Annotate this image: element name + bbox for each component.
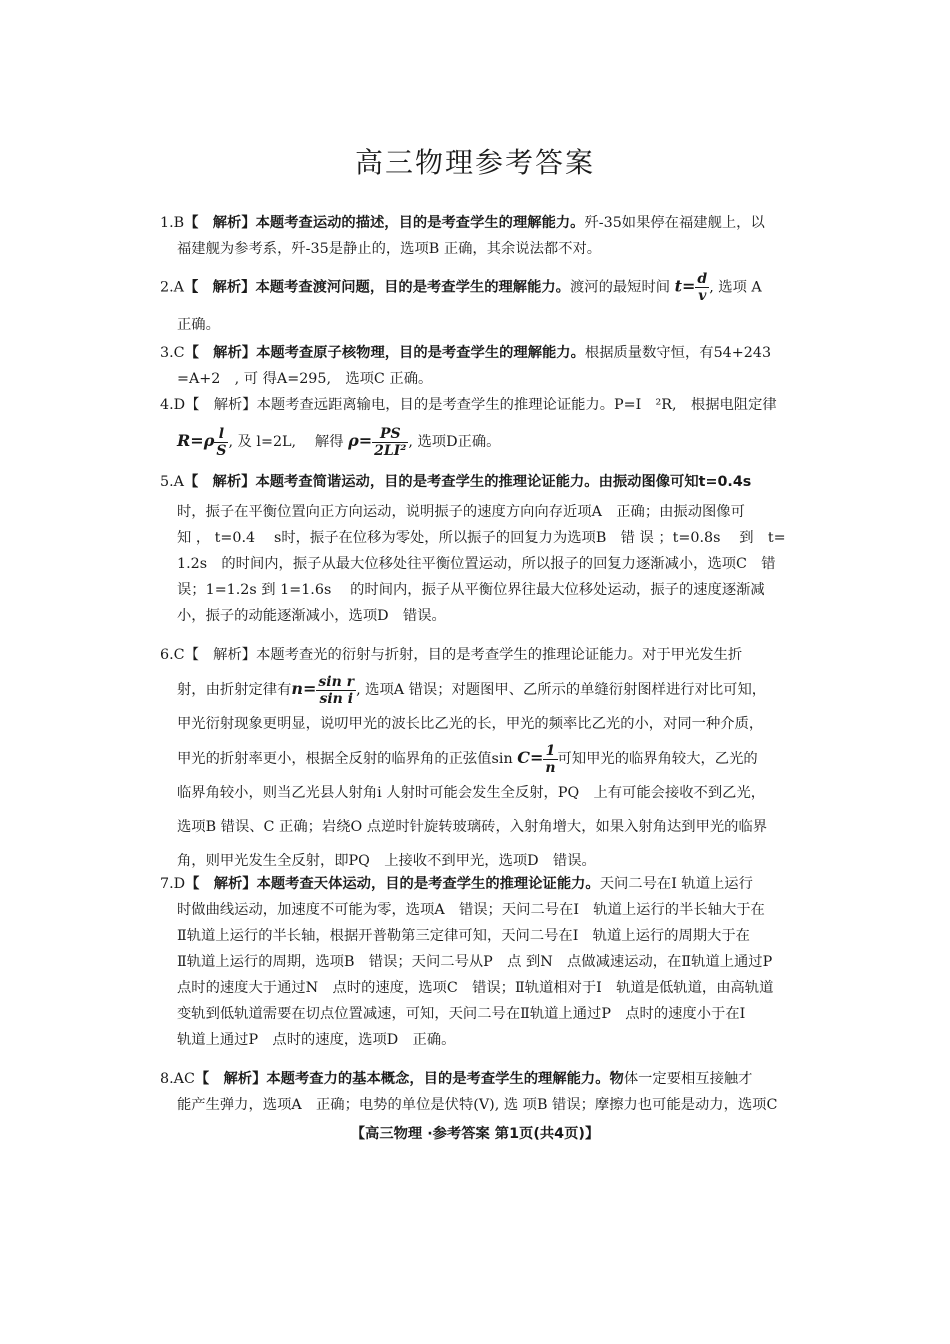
answer-4-line-2 [160,424,824,459]
answer-5-number: 5.A [160,474,184,490]
answer-7-text-7: 轨道上通过P 点时的速度，选项D 正确。 [177,1032,456,1048]
answer-4-text-2: , 及 l=2L, 解得 [228,434,344,450]
answer-6-number: 6.C [160,647,185,663]
answer-7-text-5: 点时的速度大于通过N 点时的速度，选项C 错误；Ⅱ轨道相对于I 轨道是低轨道，由高轨道 [177,980,774,996]
answer-2-text-2: , 选项 A [709,279,762,296]
answer-7-text-6: 变轨到低轨道需要在切点位置减速，可知，天问二号在Ⅱ轨道上通过P 点时的速度小于在I [177,1006,746,1022]
formula-numerator: 1 [543,744,557,760]
answer-3-number: 3.C [160,345,185,361]
answer-6-text-2: , 选项A 错误；对题图甲、乙所示的单缝衍射图样进行对比可知， [356,682,767,698]
formula-sinr-over-sini [316,675,356,706]
formula-denominator: v [698,288,707,304]
answer-4-heading: 【 解析】本题考查远距离输电，目的是考查学生的推理论证能力。 [185,397,615,413]
formula-rho-lhs: ρ= [348,431,373,450]
answer-4-text-3: , 选项D正确。 [408,434,501,450]
answer-5-text-2: 知 ， t=0.4 s时，振子在位移为零处，所以振子的回复力为选项B 错 误 ；t=0.8s 到 t= [177,530,786,546]
formula-n-lhs: n= [291,679,317,698]
answer-6-line-2 [160,672,824,707]
answer-2-text-3: 正确。 [177,317,220,333]
answer-4 [160,392,824,459]
answer-3-line-1 [160,340,824,366]
formula-1-over-n [543,744,557,775]
formula-numerator: d [697,271,708,287]
answer-6-text-6: 临界角较小，则当乙光县人射角i 人射时可能会发生全反射，PQ 上有可能会接收不到乙光， [177,785,766,801]
formula-numerator: l [214,427,228,443]
answer-1 [160,210,824,262]
answer-4-number: 4.D [160,397,186,413]
answer-1-text-1: 歼-35如果停在福建舰上，以 [584,215,765,231]
formula-r-lhs: R=ρ [177,431,215,450]
answer-5 [160,469,824,629]
formula-numerator: PS [372,427,408,443]
formula-t-lhs: t [674,276,682,296]
answer-8-number: 8.AC [160,1071,195,1087]
answer-6-text-7: 选项B 错误、C 正确；岩绕O 点逆时针旋转玻璃砖，入射角增大，如果入射角达到甲光的临界 [177,819,768,835]
answer-8-text-1: 体一定要相互接触才 [623,1071,753,1087]
answer-5-text-3: 1.2s 的时间内，振子从最大位移处往平衡位置运动，所以报子的回复力逐渐减小，选项C 错 [177,556,776,572]
answer-6-line-4 [160,741,824,776]
answer-3-text-1: 根据质量数守恒，有54+243 [584,345,772,361]
answer-2-heading: 【 解析】本题考查渡河问题，目的是考查学生的理解能力。 [183,279,570,296]
answer-8 [160,1066,824,1118]
formula-numerator: sin r [318,673,355,690]
answer-2-number: 2.A [160,279,184,296]
answer-3-heading: 【 解析】本题考查原子核物理，目的是考查学生的理解能力。 [184,345,585,361]
answer-6-text-3: 甲光衍射现象更明显，说叨甲光的波长比乙光的长，甲光的频率比乙光的小，对同一种介质， [177,716,764,732]
answer-6-text-8: 角，则甲光发生全反射，即PQ 上接收不到甲光，选项D 错误。 [177,853,596,869]
answer-1-heading: 【 解析】本题考查运动的描述，目的是考查学生的理解能力。 [184,215,585,231]
answer-7-heading: 【 解析】本题考查天体运动，目的是考查学生的推理论证能力。 [185,876,600,892]
formula-denominator: 2LI² [374,442,407,459]
answer-3 [160,340,824,392]
formula-denominator: S [216,442,227,459]
formula-denominator: sin i [319,690,354,707]
answer-5-heading: 【 解析】本题考查简谐运动，目的是考查学生的推理论证能力。由振动图像可知t=0.4s [183,474,752,490]
answer-7-text-3: Ⅱ轨道上运行的半长轴，根据开普勒第三定律可知，天问二号在I 轨道上运行的周期大于在 [177,928,750,944]
answer-6 [160,638,824,878]
answer-5-text-1: 时，振子在平衡位置向正方向运动，说明振子的速度方向向存近项A 正确；由振动图像可 [177,504,745,520]
answer-1-number: 1.B [160,215,185,231]
answer-4-line-1 [160,392,824,418]
answer-2 [160,272,824,339]
answer-2-text-1: 渡河的最短时间 [569,279,671,296]
formula-d-over-v [695,272,709,303]
formula-ps-over-2li2 [372,427,408,458]
formula-c-lhs: C= [517,748,544,767]
answer-1-text-2: 福建舰为参考系，歼-35是静止的，选项B 正确，其余说法都不对。 [177,241,602,257]
answer-6-heading: 【 解析】本题考查光的衍射与折射，目的是考查学生的推理论证能力。对于甲光发生折 [184,647,743,663]
answer-5-line-1 [160,469,824,495]
answer-4-text-1: P=I ²R, 根据电阻定律 [614,397,777,413]
answer-1-line-1 [160,210,824,236]
answer-5-text-4: 误；1=1.2s 到 1=1.6s 的时间内，振子从平衡位界往最大位移处运动，振子的速度逐渐减 [177,582,765,598]
formula-denominator: n [545,759,556,776]
answer-7 [160,871,824,1053]
answer-8-heading: 【 解析】本题考查力的基本概念，目的是考查学生的理解能力。物 [194,1071,624,1087]
answer-7-text-2: 时做曲线运动，加速度不可能为零，选项A 错误；天问二号在I 轨道上运行的半长轴大于在 [177,902,765,918]
answer-5-text-5: 小，振子的动能逐渐减小，选项D 错误。 [177,608,446,624]
answer-7-text-1: 天问二号在I 轨道上运行 [599,876,753,892]
answer-8-line-1 [160,1066,824,1092]
answer-7-text-4: Ⅱ轨道上运行的周期，选项B 错误；天问二号从P 点 到N 点做减速运动，在Ⅱ轨道上通过P [177,954,773,970]
answer-7-line-1 [160,871,824,897]
answer-6-text-1: 射，由折射定律有 [177,682,292,698]
answer-2-line-1: 2.A【 解析】本题考查渡河问题，目的是考查学生的理解能力。渡河的最短时间 t= $\frac{d}{v}$ , 选项 A [160,271,762,304]
answer-6-line-1 [160,638,824,672]
page-title: 高三物理参考答案 [354,146,595,179]
answer-6-text-4: 甲光的折射率更小，根据全反射的临界角的正弦值sin [177,751,513,767]
answer-7-number: 7.D [160,876,186,892]
answer-6-text-5: 可知甲光的临界角较大，乙光的 [557,751,758,767]
formula-l-over-s [214,427,228,458]
page-footer: 【高三物理 ·参考答案 第1页(共4页)】 [350,1126,600,1142]
answer-3-text-2: =A+2 , 可 得A=295, 选项C 正确。 [177,371,433,387]
answer-8-text-2: 能产生弹力，选项A 正确；电势的单位是伏特(V), 选 项B 错误；摩擦力也可能是动力，选项C [177,1097,778,1113]
